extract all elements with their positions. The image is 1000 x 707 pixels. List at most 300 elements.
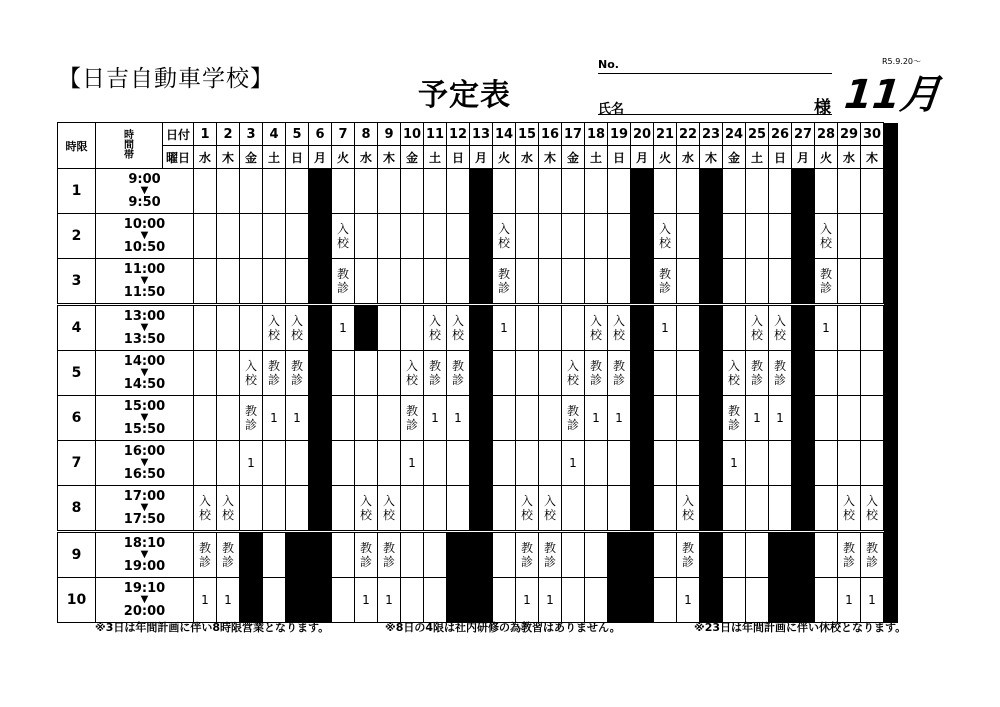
cell-char: 入 [543,494,556,508]
cell-char: 診 [382,555,395,569]
down-arrow-icon: ▼ [140,230,149,241]
closed-cell [700,259,723,305]
schedule-cell [401,305,424,351]
closed-cell [470,259,493,305]
cell-char: 校 [727,373,740,387]
schedule-cell [769,486,792,532]
schedule-cell [608,259,631,305]
schedule-cell [378,351,401,396]
closed-cell [631,396,654,441]
schedule-cell [815,532,838,578]
day-number: 23 [700,123,723,146]
schedule-cell [424,486,447,532]
schedule-cell [838,532,861,578]
note-2: ※8日の4限は社内研修の為教習はありません。 [385,621,621,634]
schedule-cell [424,259,447,305]
period-number: 7 [58,441,96,486]
closed-cell [792,351,815,396]
cell-char: 教 [819,267,832,281]
schedule-cell [654,169,677,214]
closed-cell [355,305,378,351]
schedule-cell [539,259,562,305]
day-number: 4 [263,123,286,146]
schedule-cell [838,214,861,259]
closed-cell [309,396,332,441]
closed-cell [309,259,332,305]
schedule-cell [355,532,378,578]
day-number: 1 [194,123,217,146]
time-end: 15:50 [123,422,166,437]
schedule-cell [447,169,470,214]
cell-char: 教 [865,541,878,555]
schedule-cell: 1 [493,305,516,351]
schedule-cell [493,169,516,214]
weekday: 金 [240,146,263,169]
cell-char: 教 [428,359,441,373]
weekday: 木 [378,146,401,169]
schedule-cell [838,486,861,532]
schedule-cell [378,259,401,305]
schedule-cell [815,214,838,259]
closed-cell [240,578,263,623]
cell-char: 診 [290,373,303,387]
cell-char: 入 [750,314,763,328]
schedule-cell [424,305,447,351]
closed-cell [608,532,631,578]
closed-cell [470,441,493,486]
schedule-cell [286,305,309,351]
cell-char: 教 [566,404,579,418]
schedule-cell [861,441,884,486]
schedule-cell [654,351,677,396]
schedule-cell [263,259,286,305]
schedule-cell [332,441,355,486]
weekday: 水 [677,146,700,169]
cell-char: 診 [589,373,602,387]
schedule-cell [562,305,585,351]
weekday: 月 [309,146,332,169]
closed-cell [309,169,332,214]
schedule-cell [861,169,884,214]
weekday: 木 [539,146,562,169]
time-range [96,351,194,396]
schedule-cell [194,532,217,578]
schedule-cell: 1 [654,305,677,351]
cell-char: 教 [750,359,763,373]
cell-char: 入 [428,314,441,328]
cell-char: 校 [244,373,257,387]
day-number: 5 [286,123,309,146]
schedule-cell: 1 [815,305,838,351]
cell-char: 入 [451,314,464,328]
weekday: 金 [723,146,746,169]
schedule-cell [332,396,355,441]
time-start: 19:10 [123,581,166,596]
closed-cell [470,532,493,578]
day-number: 7 [332,123,355,146]
period-row [58,486,899,532]
weekday: 木 [861,146,884,169]
time-end: 20:00 [123,604,166,619]
schedule-cell [562,351,585,396]
schedule-cell [194,396,217,441]
schedule-cell [838,351,861,396]
cell-char: 診 [543,555,556,569]
period-row [58,169,899,214]
cell-char: 教 [589,359,602,373]
day-number: 14 [493,123,516,146]
period-number: 1 [58,169,96,214]
schedule-cell [585,441,608,486]
schedule-cell [815,396,838,441]
schedule-cell [378,169,401,214]
time-range [96,259,194,305]
schedule-cell [424,351,447,396]
schedule-cell: 1 [539,578,562,623]
cell-char: 校 [451,328,464,342]
schedule-cell [493,259,516,305]
schedule-cell [286,259,309,305]
schedule-cell [723,169,746,214]
schedule-cell: 1 [723,441,746,486]
cell-char: 診 [405,418,418,432]
cell-char: 入 [842,494,855,508]
period-row [58,441,899,486]
schedule-cell [378,441,401,486]
day-number: 6 [309,123,332,146]
closed-cell [309,532,332,578]
cell-char: 校 [267,328,280,342]
schedule-cell [516,486,539,532]
schedule-cell [608,486,631,532]
schedule-cell [516,305,539,351]
schedule-cell [493,486,516,532]
weekday: 木 [217,146,240,169]
cell-char: 校 [773,328,786,342]
schedule-cell [217,396,240,441]
schedule-cell [677,305,700,351]
schedule-cell [539,441,562,486]
cell-char: 教 [290,359,303,373]
closed-cell [700,351,723,396]
cell-char: 入 [589,314,602,328]
day-number: 10 [401,123,424,146]
schedule-cell [746,305,769,351]
schedule-cell [516,441,539,486]
closed-cell [470,396,493,441]
cell-char: 診 [359,555,372,569]
cell-char: 教 [773,359,786,373]
period-number: 9 [58,532,96,578]
cell-char: 校 [405,373,418,387]
cell-char: 入 [681,494,694,508]
schedule-cell [608,214,631,259]
closed-cell [286,532,309,578]
closed-cell [631,214,654,259]
weekday: 月 [631,146,654,169]
weekday: 金 [562,146,585,169]
schedule-cell [378,305,401,351]
closed-cell [631,486,654,532]
number-label: No. [598,58,619,71]
closed-cell [792,169,815,214]
closed-cell [470,486,493,532]
cell-char: 教 [520,541,533,555]
schedule-cell [194,305,217,351]
cell-char: 校 [566,373,579,387]
cell-char: 入 [244,359,257,373]
time-start: 10:00 [123,217,166,232]
cell-char: 診 [819,281,832,295]
schedule-cell [539,396,562,441]
weekday: 水 [516,146,539,169]
down-arrow-icon: ▼ [140,502,149,513]
schedule-cell [263,169,286,214]
header-row-dates [58,123,899,146]
down-arrow-icon: ▼ [140,367,149,378]
cell-char: 入 [658,222,671,236]
closed-cell [470,169,493,214]
cell-char: 校 [198,508,211,522]
schedule-cell: 1 [838,578,861,623]
schedule-cell [838,169,861,214]
schedule-cell [516,214,539,259]
time-start: 18:10 [123,536,166,551]
schedule-cell [769,259,792,305]
cell-char: 校 [428,328,441,342]
cell-char: 入 [290,314,303,328]
schedule-cell [493,441,516,486]
day-number: 24 [723,123,746,146]
day-number: 26 [769,123,792,146]
schedule-cell [332,169,355,214]
cell-char: 入 [520,494,533,508]
note-1: ※3日は年間計画に伴い8時限営業となります。 [95,621,330,634]
schedule-cell [401,396,424,441]
time-range [96,214,194,259]
name-line [598,114,832,115]
day-number: 11 [424,123,447,146]
schedule-cell [654,259,677,305]
cell-char: 入 [382,494,395,508]
weekday: 水 [355,146,378,169]
schedule-cell [608,441,631,486]
time-end: 14:50 [123,377,166,392]
cell-char: 診 [428,373,441,387]
schedule-cell [263,214,286,259]
closed-cell [792,578,815,623]
closed-cell [700,214,723,259]
weekday: 火 [815,146,838,169]
time-end: 9:50 [128,195,161,210]
cell-char: 入 [198,494,211,508]
day-number: 17 [562,123,585,146]
schedule-cell [723,305,746,351]
schedule-cell [815,578,838,623]
cell-char: 診 [198,555,211,569]
closed-cell [792,396,815,441]
cell-char: 診 [267,373,280,387]
revision-label: R5.9.20～ [882,57,922,66]
closed-cell [792,486,815,532]
honorific-label: 様 [814,98,831,118]
schedule-cell [194,169,217,214]
cell-char: 診 [221,555,234,569]
schedule-cell [263,532,286,578]
closed-cell [769,578,792,623]
schedule-cell [539,351,562,396]
cell-char: 診 [658,281,671,295]
schedule-cell [401,351,424,396]
closed-cell [631,169,654,214]
down-arrow-icon: ▼ [140,275,149,286]
day-number: 13 [470,123,493,146]
schedule-cell [562,578,585,623]
closed-cell [631,532,654,578]
cell-char: 校 [336,236,349,250]
closed-cell [792,441,815,486]
cell-char: 教 [405,404,418,418]
header-row-weekdays [58,146,899,169]
schedule-cell [746,169,769,214]
closed-cell [286,578,309,623]
schedule-cell [861,259,884,305]
schedule-cell [539,532,562,578]
cell-char: 診 [612,373,625,387]
weekday: 土 [585,146,608,169]
closed-cell [700,441,723,486]
period-number: 3 [58,259,96,305]
cell-char: 教 [382,541,395,555]
schedule-cell [677,259,700,305]
schedule-cell [723,578,746,623]
closed-cell [700,532,723,578]
schedule-cell [447,305,470,351]
period-number: 6 [58,396,96,441]
day-number: 3 [240,123,263,146]
schedule-cell [562,259,585,305]
cell-char: 入 [566,359,579,373]
time-range [96,396,194,441]
month-label: 11月 [842,72,943,118]
day-number: 22 [677,123,700,146]
period-row [58,396,899,441]
schedule-cell: 1 [355,578,378,623]
weekday: 日 [286,146,309,169]
schedule-cell [861,351,884,396]
schedule-cell [746,578,769,623]
closed-cell [470,578,493,623]
schedule-cell [286,169,309,214]
schedule-cell [654,578,677,623]
cell-char: 診 [727,418,740,432]
schedule-cell [401,532,424,578]
schedule-cell [723,532,746,578]
schedule-cell [838,441,861,486]
cell-char: 入 [819,222,832,236]
schedule-cell [769,214,792,259]
schedule-cell [194,441,217,486]
schedule-cell: 1 [447,396,470,441]
closed-cell [700,486,723,532]
weekday: 木 [700,146,723,169]
schedule-cell [493,396,516,441]
cell-char: 教 [359,541,372,555]
schedule-table [57,122,898,623]
schedule-cell [746,214,769,259]
cell-char: 教 [681,541,694,555]
schedule-cell [539,486,562,532]
schedule-cell [424,214,447,259]
day-number: 8 [355,123,378,146]
time-start: 11:00 [123,262,166,277]
cell-char: 教 [497,267,510,281]
schedule-cell [286,351,309,396]
cell-char: 診 [244,418,257,432]
schedule-cell [585,259,608,305]
weekday: 水 [194,146,217,169]
day-number: 29 [838,123,861,146]
schedule-cell [401,214,424,259]
day-number: 18 [585,123,608,146]
time-range [96,578,194,623]
closed-cell [309,578,332,623]
cell-char: 校 [612,328,625,342]
cell-char: 校 [865,508,878,522]
schedule-cell [516,259,539,305]
schedule-cell [815,351,838,396]
schedule-cell [263,305,286,351]
down-arrow-icon: ▼ [140,457,149,468]
schedule-cell [332,351,355,396]
down-arrow-icon: ▼ [140,549,149,560]
schedule-cell [401,169,424,214]
schedule-cell: 1 [332,305,355,351]
closed-cell [447,578,470,623]
schedule-cell [378,396,401,441]
schedule-cell [493,214,516,259]
cell-char: 校 [290,328,303,342]
schedule-cell [240,486,263,532]
schedule-cell [677,532,700,578]
schedule-cell [493,532,516,578]
weekday: 日 [769,146,792,169]
time-header-char: 間 [124,139,134,151]
time-header-char: 時 [124,129,134,141]
day-number: 21 [654,123,677,146]
schedule-cell [424,169,447,214]
schedule-cell [447,214,470,259]
schedule-cell [447,441,470,486]
schedule-cell [378,532,401,578]
day-number: 30 [861,123,884,146]
closed-cell [792,532,815,578]
schedule-cell: 1 [217,578,240,623]
schedule-cell [562,486,585,532]
cell-char: 入 [336,222,349,236]
schedule-cell [838,305,861,351]
closed-cell [792,305,815,351]
cell-char: 校 [221,508,234,522]
cell-char: 校 [842,508,855,522]
cell-char: 診 [681,555,694,569]
closed-cell [470,351,493,396]
closed-cell [309,441,332,486]
period-number: 5 [58,351,96,396]
schedule-cell [677,351,700,396]
cell-char: 診 [865,555,878,569]
schedule-cell [838,259,861,305]
